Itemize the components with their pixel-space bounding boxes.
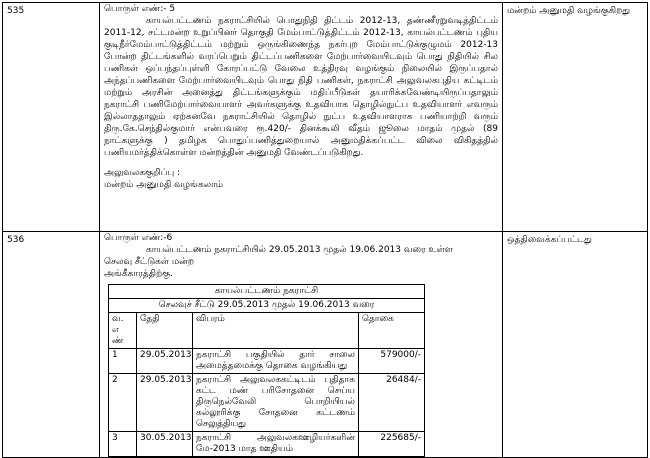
expense-row [109,349,425,374]
expense-header-row [109,313,425,349]
subject-body-line: அங்கீகாரத்திற்கு. [104,269,173,279]
subject-cell [100,232,503,458]
resolution-number: 536 [3,232,100,458]
header-amount: தொகை [359,313,425,349]
subject-body-line: செலவு சீட்டுகள் மன்ற [104,257,194,267]
expense-details: நகராட்சி பகுதியில் தார் சாலை அமைத்தமைக்கு தொகை வழங்கியது [193,349,359,374]
minutes-table [2,2,648,458]
office-note-label: அலுவலககுறிப்பு : [104,168,181,178]
expense-date: 29.05.2013 [137,349,193,374]
resolution-number: 535 [3,3,100,232]
subject-label: பொருள் எண்:-6 [104,233,173,243]
expense-amount: 26484/- [359,374,425,432]
minutes-row [3,232,648,458]
expense-date: 29.05.2013 [137,374,193,432]
resolution-text: மன்றம் அனுமதி வழங்குகிறது [503,3,648,232]
subject-label: பொருள் எண்:- 5 [104,4,176,14]
expense-details: நகராட்சி அலுவலகஊழியர்களின் மே-2013 மாத ஊதியம் [193,432,359,457]
expense-date: 30.05.2013 [137,432,193,457]
expense-title: காயல்பட்டணம் நகராட்சி [109,285,425,299]
expense-row [109,432,425,457]
header-serial-line: ண் [112,336,124,346]
expense-serial: 3 [109,432,137,457]
header-serial [109,313,137,349]
subject-body-line: காயல்பட்டணம் நகராட்சியில் 29.05.2013 முதல் 19.06.2013 வரை உள்ள [146,245,453,255]
header-serial-line: வ. [112,314,124,324]
subject-body: காயல்பட்டணம் நகராட்சியில் பொதுநிதி திட்டம் 2012-13, தண்ணீரறுவடித்திட்டம் 2011-12, சட்டமன்ற உறுப்பினர் தொகுதி மேம்பாட்டுத்திட்டம் 2012-13, காயல்பட்டணம் புதிய குடிநீர்மேம்பாட்டுத்திட்டம் மற்றும் ஒருங்கிணைந்த நகர்புற மேம்பாட்டுக்குழுமம் 2012-13 போன்ற திட்டங்களில் வரப்பெறும் திட்டப்பணிகளை மேற்பார்வையிடவும் பொது நிதியில் சில பணிகள் ஒப்பந்தப்புள்ளி கோரப்பட்டு வேலை உத்திரவு வழங்கும் நிலையில் இருப்பதால் அந்தப்பணிகளை மேற்பார்வையிடவும் பொது நிதி பணிகள், நகராட்சி அலுவலகபுதிய கட்டிடம் மற்றும் அரசின் அனைத்து திட்டங்களுக்கும் மதிப்பீடுகள் தயாரிக்கவேண்டியிருப்பதாலும் நகராட்சி பணிமேற்பார்வையாளர் அவர்களுக்கு உதவியாக தொழில்நுட்ப உதவியாளர் எவரும் இல்லாததாலும் ஏற்கனவே நகராட்சியில் தொழில் நுட்ப உதவியாளராக பணியாற்றி வரும் திரு.கே.செந்தில்குமார் என்பவரை ரூ.420/- தினக்கூலி வீதம் ஜூலை மாதம் முதல் (89 நாட்களுக்கு ) தமிழக பொதுப்பணித்துறையால் அனுமதிக்கப்பட்ட விலை விகிதத்தில் பணியமர்த்திக்கொள்ள மன்றத்தின் அனுமதி வேண்டப்படுகிறது. [104,16,498,158]
expense-amount: 579000/- [359,349,425,374]
header-serial-line: எ [112,325,120,335]
expense-subtitle: செலவுச் சீட்டு 29.05.2013 முதல் 19.06.2013 வரை [109,299,425,313]
expense-row [109,374,425,432]
expense-serial: 2 [109,374,137,432]
expense-table [108,284,425,457]
header-details: விபரம் [193,313,359,349]
expense-serial: 1 [109,349,137,374]
resolution-text: ஒத்திவைக்கப்பட்டது [503,232,648,458]
expense-amount: 225685/- [359,432,425,457]
header-date: தேதி [137,313,193,349]
subject-cell [100,3,503,232]
minutes-row [3,3,648,232]
expense-details: நகராட்சி அலுவலககட்டிடம் புதிதாக கட்ட மண் பரிசோதனை செய்ய திருநெல்வேலி பொறியியல் கல்லூரிக்கு சோதனை கட்டணம் செலுத்தியது [193,374,359,432]
office-note-text: மன்றம் அனுமதி வழங்கலாம் [104,180,224,190]
